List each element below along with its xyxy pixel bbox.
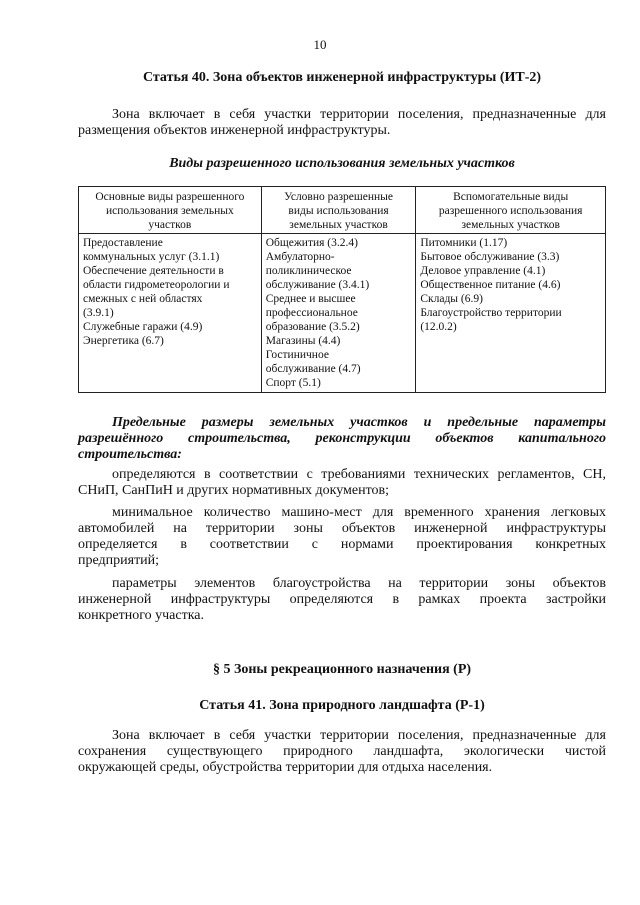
text-line: параметры элементов благоустройства на территории зоны объектов xyxy=(112,576,606,591)
list-item: образование (3.5.2) xyxy=(265,321,360,333)
list-item: Склады (6.9) xyxy=(420,293,483,305)
text-line: окружающей среды, обустройства территории для отдыха населения. xyxy=(78,760,493,775)
list-item: Спорт (5.1) xyxy=(265,377,321,389)
list-item: Амбулаторно- xyxy=(265,251,335,263)
list-item: Благоустройство территории xyxy=(420,307,562,319)
article-40-intro xyxy=(78,107,606,139)
limits-paragraph-2 xyxy=(78,505,606,569)
text-line: минимальное количество машино-мест для временного хранения легковых xyxy=(112,505,606,520)
main-uses-cell xyxy=(79,234,262,393)
text-line: Зона включает в себя участки территории поселения, предназначенные для xyxy=(112,728,606,743)
list-item: Предоставление xyxy=(83,237,163,249)
text-line: конкретного участка. xyxy=(78,608,204,623)
list-item: (3.9.1) xyxy=(83,307,114,319)
header-auxiliary-uses: Вспомогательные виды разрешенного использования земельных участков xyxy=(416,187,606,234)
article-40-title: Статья 40. Зона объектов инженерной инфраструктуры (ИТ-2) xyxy=(142,70,542,85)
conditional-uses-cell xyxy=(261,234,416,393)
list-item: коммунальных услуг (3.1.1) xyxy=(83,251,220,263)
text-line: предприятий; xyxy=(78,553,160,568)
text-line: определяются в соответствии с требованиями технических регламентов, СН, xyxy=(112,467,606,482)
header-conditional-uses: Условно разрешенные виды использования земельных участков xyxy=(261,187,416,234)
section-5-title: § 5 Зоны рекреационного назначения (Р) xyxy=(212,662,472,677)
list-item: Гостиничное xyxy=(265,349,329,361)
limits-paragraph-1 xyxy=(78,467,606,499)
permitted-uses-table xyxy=(78,186,606,393)
text-line: строительства: xyxy=(78,447,182,462)
text-line: инженерной инфраструктуры определяются в рамках проекта застройки xyxy=(78,592,606,607)
list-item: поликлиническое xyxy=(265,265,352,277)
text-line: СНиП, СанПиН и других нормативных документов; xyxy=(78,483,390,498)
list-item: обслуживание (3.4.1) xyxy=(265,279,370,291)
table-row xyxy=(79,234,606,393)
list-item: Магазины (4.4) xyxy=(265,335,341,347)
text-line: разрешённого строительства, реконструкции объектов капитального xyxy=(78,431,606,446)
list-item: Обеспечение деятельности в xyxy=(83,265,224,277)
list-item: обслуживание (4.7) xyxy=(265,363,361,375)
list-item: (12.0.2) xyxy=(420,321,457,333)
list-item: Питомники (1.17) xyxy=(420,237,508,249)
text-line: автомобилей на территории зоны объектов инженерной инфраструктуры xyxy=(78,521,606,536)
list-item: Деловое управление (4.1) xyxy=(420,265,546,277)
page-number: 10 xyxy=(313,37,327,52)
list-item: Служебные гаражи (4.9) xyxy=(83,321,203,333)
auxiliary-uses-cell xyxy=(416,234,606,393)
text-line: сохранения существующего природного ландшафта, экологически чистой xyxy=(78,744,606,759)
list-item: Общественное питание (4.6) xyxy=(420,279,561,291)
list-item: Общежития (3.2.4) xyxy=(265,237,358,249)
text-line: Зона включает в себя участки территории поселения, предназначенные для xyxy=(112,107,606,122)
list-item: профессиональное xyxy=(265,307,358,319)
text-line: определяется в соответствии с нормами проектирования конкретных xyxy=(78,537,606,552)
list-item: смежных с ней областях xyxy=(83,293,203,305)
list-item: Бытовое обслуживание (3.3) xyxy=(420,251,560,263)
limits-heading xyxy=(78,415,606,463)
list-item: области гидрометеорологии и xyxy=(83,279,230,291)
list-item: Среднее и высшее xyxy=(265,293,356,305)
list-item: Энергетика (6.7) xyxy=(83,335,164,347)
table-header-row xyxy=(79,187,606,234)
article-41-intro xyxy=(78,728,606,776)
text-line: Предельные размеры земельных участков и предельные параметры xyxy=(112,415,606,430)
article-41-title: Статья 41. Зона природного ландшафта (Р-1) xyxy=(199,698,485,713)
header-main-uses: Основные виды разрешенного использования земельных участков xyxy=(79,187,262,234)
limits-paragraph-3 xyxy=(78,576,606,624)
uses-heading: Виды разрешенного использования земельных участков xyxy=(169,156,515,171)
text-line: размещения объектов инженерной инфраструктуры. xyxy=(78,123,391,138)
